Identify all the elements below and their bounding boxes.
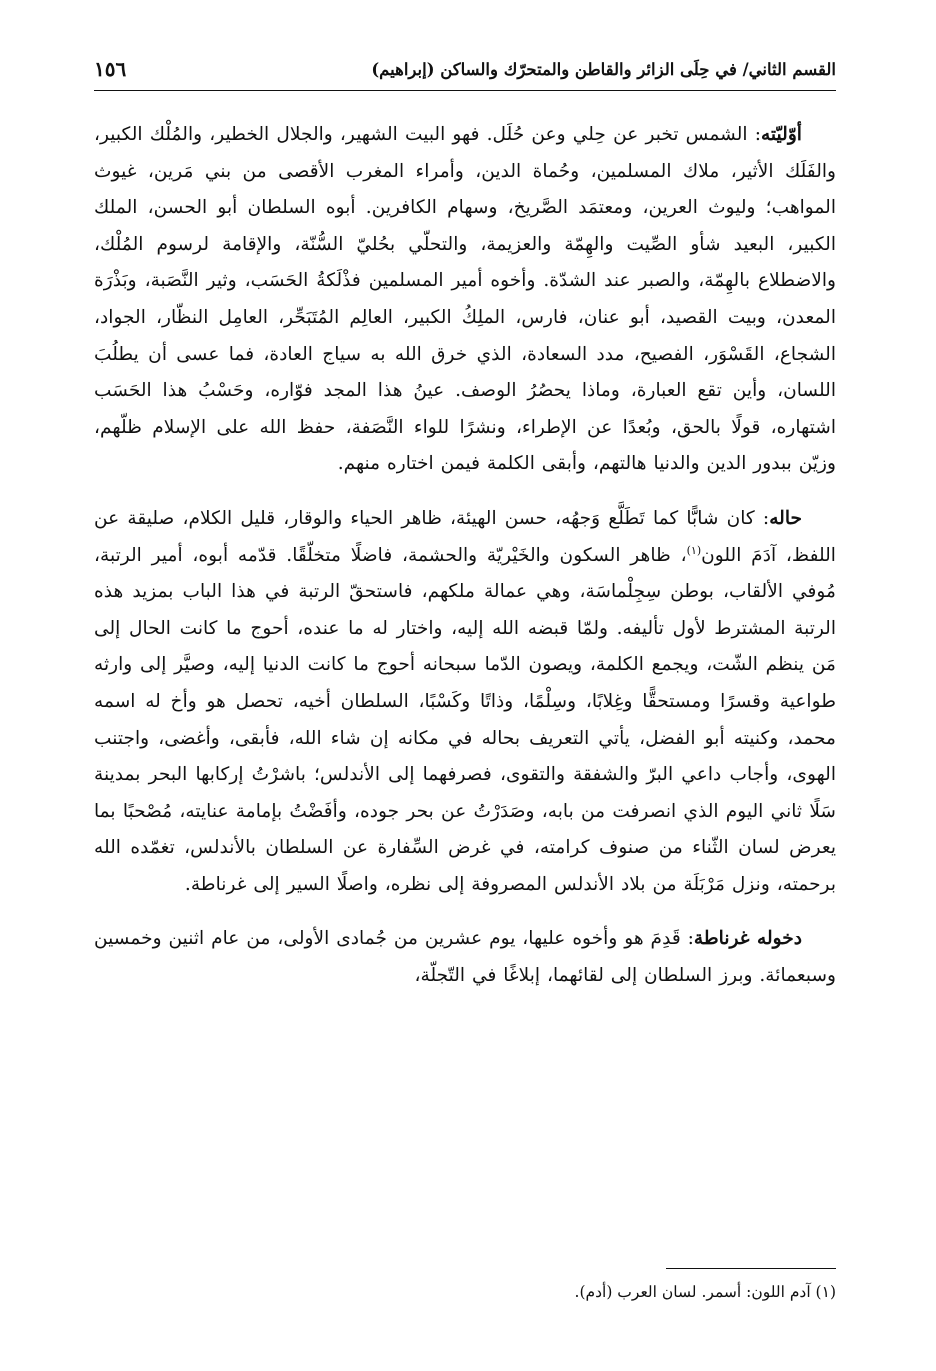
footnote: (١) آدم اللون: أسمر. لسان العرب (أدم).: [574, 1283, 836, 1301]
running-title: القسم الثاني/ في حِلَى الزائر والقاطن والمتحرّك والساكن (إبراهيم): [371, 59, 836, 79]
heading-separator: :: [747, 124, 761, 145]
main-text: [94, 117, 836, 995]
heading-separator: :: [680, 928, 694, 950]
paragraph-entry-granada: [94, 921, 836, 994]
heading-separator: :: [754, 507, 770, 529]
footnote-divider: [666, 1268, 836, 1269]
section-heading-entry-granada: دخوله غرناطة: [693, 928, 802, 950]
running-header: [94, 48, 836, 91]
paragraph-origins: [94, 117, 836, 483]
paragraph-text: الشمس تخبر عن حِلي وعن حُلَل. فهو البيت الشهير، والجلال الخطير، والمُلْك الكبير، والفَلَك الأثير، ملاك المسلمين، وحُماة الدين، وأمراء المغرب الأقصى من بني مَرين، غيوث المواهب؛ وليوث العرين، ومعتمَد الصَّريخ، وسهام الكافرين. أبوه السلطان أبو الحسن، الملك الكبير، البعيد شأو الصِّيت والهِمّة والعزيمة، والتحلّي بحُليّ السُّنّة، والإقامة لرسوم المُلْك، والاضطلاع بالهِمّة، والصبر عند الشدّة. وأخوه أمير المسلمين فذْلَكةُ الحَسَب، وثير النَّصَبة، وبَذْرَة المعدن، وبيت القصيد، أبو عنان، فارس، الملِكُ الكبير، العالِم المُتَبَحِّر، العامِل النظّار، الجواد، الشجاع، القَسْوَر، الفصيح، مدد السعادة، الذي خرق الله به سياج العادة، فما عسى أن يطلُبَ اللسان، وأين تقع العبارة، وماذا يحصُرُ الوصف. عينُ هذا المجد فوّاره، وحَسْبُ هذا الحَسَب اشتهاره، قولًا بالحق، وبُعدًا عن الإطراء، ونشرًا للواء النَّصَفة، حفظ الله على الإسلام ظلّهم، وزيّن ببدور الدين والدنيا هالتهم، وأبقى الكلمة فيمن اختاره منهم.: [94, 124, 836, 475]
paragraph-condition: [94, 501, 836, 904]
page-number: ١٥٦: [94, 57, 127, 81]
footnote-reference[interactable]: (١): [686, 543, 702, 557]
section-heading-condition: حاله: [769, 507, 802, 529]
section-heading-origins: أوّليّته: [760, 124, 802, 145]
book-page: [94, 48, 836, 1338]
paragraph-text-part-1: كان شابًّا كما تَطَلَّع وَجهُه، حسن الهيئة، ظاهر الحياء والوقار، قليل الكلام، صليقة عن اللفظ، آدَمَ اللون: [94, 507, 836, 566]
paragraph-text: قَدِمَ هو وأخوه عليها، يوم عشرين من جُمادى الأولى، من عام اثنين وخمسين وسبعمائة. وبرز السلطان إلى لقائهما، إبلاغًا في التّجلّة،: [94, 928, 836, 987]
paragraph-text-part-2: ، ظاهر السكون والخَيْريّة والحشمة، فاضلًا متخلّقًا. قدّمه أبوه، أمير الرتبة، مُوفي الألقاب، بوطن سِجِلْماسَة، وهي عمالة ملكهم، فاستحقّ الرتبة في هذا الباب بمزيد هذه الرتبة المشترط لأول تأليفه. ولمّا قبضه الله إليه، واختار له ما عنده، أحوج ما كانت الحال إلى مَن ينظم الشّت، ويجمع الكلمة، ويصون الدّما سبحانه أحوج ما كانت الدنيا إليه، وصيَّر إلى وارثه طواعية وقسرًا ومستحقًّا وغِلابًا، وسِلْمًا، وذاتًا وكَسْبًا، السلطان أخيه، تحصل هو وأخ له اسمه محمد، وكنيته أبو الفضل، يأتي التعريف بحاله في مكانه إن شاء الله، فأبقى، وأغضى، واجتنب الهوى، وأجاب داعي البرّ والشفقة والتقوى، فصرفهما إلى الأندلس؛ باشرْتُ إركابها البحر بمدينة سَلًا ثاني اليوم الذي انصرفت من بابه، وصَدَرْتُ عن بحر جوده، وأفَضْتُ بإمامة عنايته، مُصْحبًا بما يعرض لسان الثّناء من صنوف كرامته، في غرض السِّفارة عن السلطان بالأندلس، تغمّده الله برحمته، ونزل مَرْبَلَة من بلاد الأندلس المصروفة إلى نظره، واصلًا السير إلى غرناطة.: [94, 544, 836, 895]
